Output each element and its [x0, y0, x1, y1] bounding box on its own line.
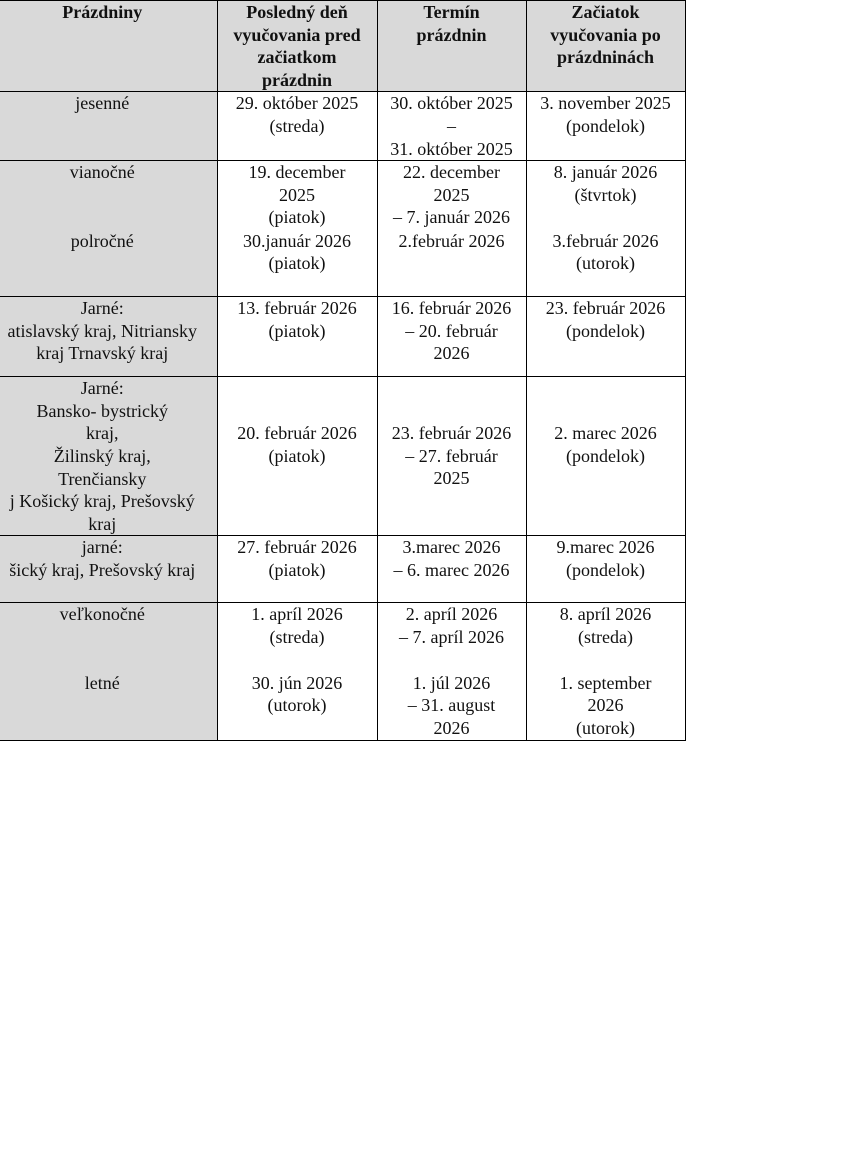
term-cell: 16. február 2026 – 20. február 2026	[377, 297, 526, 377]
header-last-day: Posledný deň vyučovania pred začiatkom prázdnin	[217, 1, 377, 92]
term-cell: 3.marec 2026 – 6. marec 2026	[377, 536, 526, 603]
header-holidays: Prázdniny	[0, 1, 217, 92]
holiday-name-cell: vianočné	[0, 161, 217, 230]
last-day-cell: 13. február 2026 (piatok)	[217, 297, 377, 377]
table-row	[0, 536, 685, 603]
last-day-cell: 27. február 2026 (piatok)	[217, 536, 377, 603]
start-cell: 2. marec 2026 (pondelok)	[526, 377, 685, 536]
holiday-name-cell: jarné: šický kraj, Prešovský kraj	[0, 536, 217, 603]
last-day-cell: 29. október 2025 (streda)	[217, 92, 377, 161]
last-day-cell: 19. december 2025 (piatok)	[217, 161, 377, 230]
term-cell: 30. október 2025 – 31. október 2025	[377, 92, 526, 161]
table-row	[0, 297, 685, 377]
start-cell: 23. február 2026 (pondelok)	[526, 297, 685, 377]
term-cell: 2.február 2026	[377, 230, 526, 297]
start-cell: 1. september 2026 (utorok)	[526, 672, 685, 740]
start-cell: 3.február 2026 (utorok)	[526, 230, 685, 297]
header-row	[0, 1, 685, 92]
table-row	[0, 230, 685, 297]
start-cell: 8. január 2026 (štvrtok)	[526, 161, 685, 230]
holiday-name-cell: veľkonočné	[0, 603, 217, 672]
header-term: Termín prázdnin	[377, 1, 526, 92]
header-start: Začiatok vyučovania po prázdninách	[526, 1, 685, 92]
holiday-name-cell: polročné	[0, 230, 217, 297]
start-cell: 8. apríl 2026 (streda)	[526, 603, 685, 672]
start-cell: 9.marec 2026 (pondelok)	[526, 536, 685, 603]
table-row	[0, 603, 685, 672]
last-day-cell: 1. apríl 2026 (streda)	[217, 603, 377, 672]
last-day-cell: 30.január 2026 (piatok)	[217, 230, 377, 297]
term-cell: 23. február 2026 – 27. február 2025	[377, 377, 526, 536]
holiday-name-cell: letné	[0, 672, 217, 740]
last-day-cell: 30. jún 2026 (utorok)	[217, 672, 377, 740]
holiday-name-cell: jesenné	[0, 92, 217, 161]
term-cell: 2. apríl 2026 – 7. apríl 2026	[377, 603, 526, 672]
term-cell: 22. december 2025 – 7. január 2026	[377, 161, 526, 230]
table-row	[0, 672, 685, 740]
last-day-cell: 20. február 2026 (piatok)	[217, 377, 377, 536]
table-row	[0, 161, 685, 230]
start-cell: 3. november 2025 (pondelok)	[526, 92, 685, 161]
holiday-name-cell: Jarné: atislavský kraj, Nitriansky kraj Trnavský kraj	[0, 297, 217, 377]
holiday-name-cell: Jarné: Bansko- bystrický kraj, Žilinský kraj, Trenčiansky j Košický kraj, Prešovský kraj	[0, 377, 217, 536]
table-row	[0, 92, 685, 161]
term-cell: 1. júl 2026 – 31. august 2026	[377, 672, 526, 740]
table-row	[0, 377, 685, 536]
